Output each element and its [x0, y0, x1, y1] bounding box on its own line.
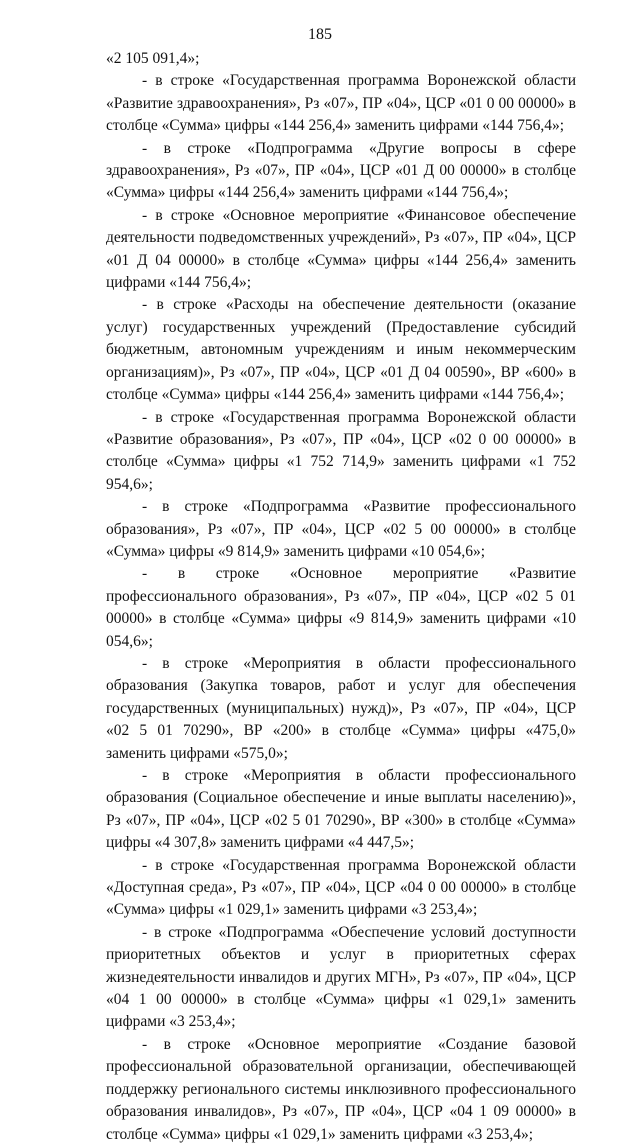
paragraph: - в строке «Подпрограмма «Развитие профессионального образования», Рз «07», ПР «04», ЦСР «02 5 00 00000» в столбце «Сумма» цифры «9 814,9» заменить цифрами «10 054,6»;	[106, 498, 576, 560]
paragraph: - в строке «Подпрограмма «Другие вопросы в сфере здравоохранения», Рз «07», ПР «04», ЦСР «01 Д 00 00000» в столбце «Сумма» цифры «144 256,4» заменить цифрами «144 756,4»;	[106, 139, 576, 202]
paragraph: - в строке «Государственная программа Воронежской области «Доступная среда», Рз «07», ПР «04», ЦСР «04 0 00 00000» в столбце «Сумма» цифры «1 029,1» заменить цифрами «3 253,4»;	[106, 856, 576, 919]
paragraph-continuation: «2 105 091,4»;	[106, 50, 200, 67]
paragraph: - в строке «Мероприятия в области профессионального образования (Социальное обеспечение и иные выплаты населению)», Рз «07», ПР «04», ЦСР «02 5 01 70290», ВР «300» в столбце «Сумма» цифры «4 307,8» заменить цифрами «4 447,5»;	[106, 767, 576, 852]
paragraph: - в строке «Мероприятия в области профессионального образования (Закупка товаров, работ и услуг для обеспечения государственных (муниципальных) нужд)», Рз «07», ПР «04», ЦСР «02 5 01 70290», ВР «200» в столбце «Сумма» цифры «475,0» заменить цифрами «575,0»;	[106, 654, 576, 762]
paragraph: - в строке «Основное мероприятие «Финансовое обеспечение деятельности подведомственных учреждений», Рз «07», ПР «04», ЦСР «01 Д 04 00000» в столбце «Сумма» цифры «144 256,4» заменить цифрами «144 756,4»;	[106, 206, 576, 292]
paragraph: - в строке «Государственная программа Воронежской области «Развитие здравоохранения», Рз «07», ПР «04», ЦСР «01 0 00 00000» в столбце «Сумма» цифры «144 256,4» заменить цифрами «144 756,4»;	[106, 72, 576, 135]
paragraph: - в строке «Основное мероприятие «Создание базовой профессиональной образовательной организации, обеспечивающей поддержку регионального системы инклюзивного профессионального образования инвалидов», Рз «07», ПР «04», ЦСР «04 1 09 00000» в столбце «Сумма» цифры «1 029,1» заменить цифрами «3 253,4»;	[106, 1035, 576, 1143]
paragraph: - в строке «Подпрограмма «Обеспечение условий доступности приоритетных объектов и услуг в приоритетных сферах жизнедеятельности инвалидов и других МГН», Рз «07», ПР «04», ЦСР «04 1 00 00000» в столбце «Сумма» цифры «1 029,1» заменить цифрами «3 253,4»;	[106, 923, 576, 1031]
paragraph: - в строке «Основное мероприятие «Развитие профессионального образования», Рз «07», ПР «04», ЦСР «02 5 01 00000» в столбце «Сумма» цифры «9 814,9» заменить цифрами «10 054,6»;	[106, 565, 576, 650]
page-number: 185	[308, 26, 332, 43]
document-body	[106, 48, 576, 1146]
paragraph: - в строке «Государственная программа Воронежской области «Развитие образования», Рз «07», ПР «04», ЦСР «02 0 00 00000» в столбце «Сумма» цифры «1 752 714,9» заменить цифрами «1 752 954,6»;	[106, 408, 576, 493]
paragraph: - в строке «Расходы на обеспечение деятельности (оказание услуг) государственных учреждений (Предоставление субсидий бюджетным, автономным учреждениям и иным некоммерческим организациям)», Рз «07», ПР «04», ЦСР «01 Д 04 00590», ВР «600» в столбце «Сумма» цифры «144 256,4» заменить цифрами «144 756,4»;	[106, 296, 576, 404]
